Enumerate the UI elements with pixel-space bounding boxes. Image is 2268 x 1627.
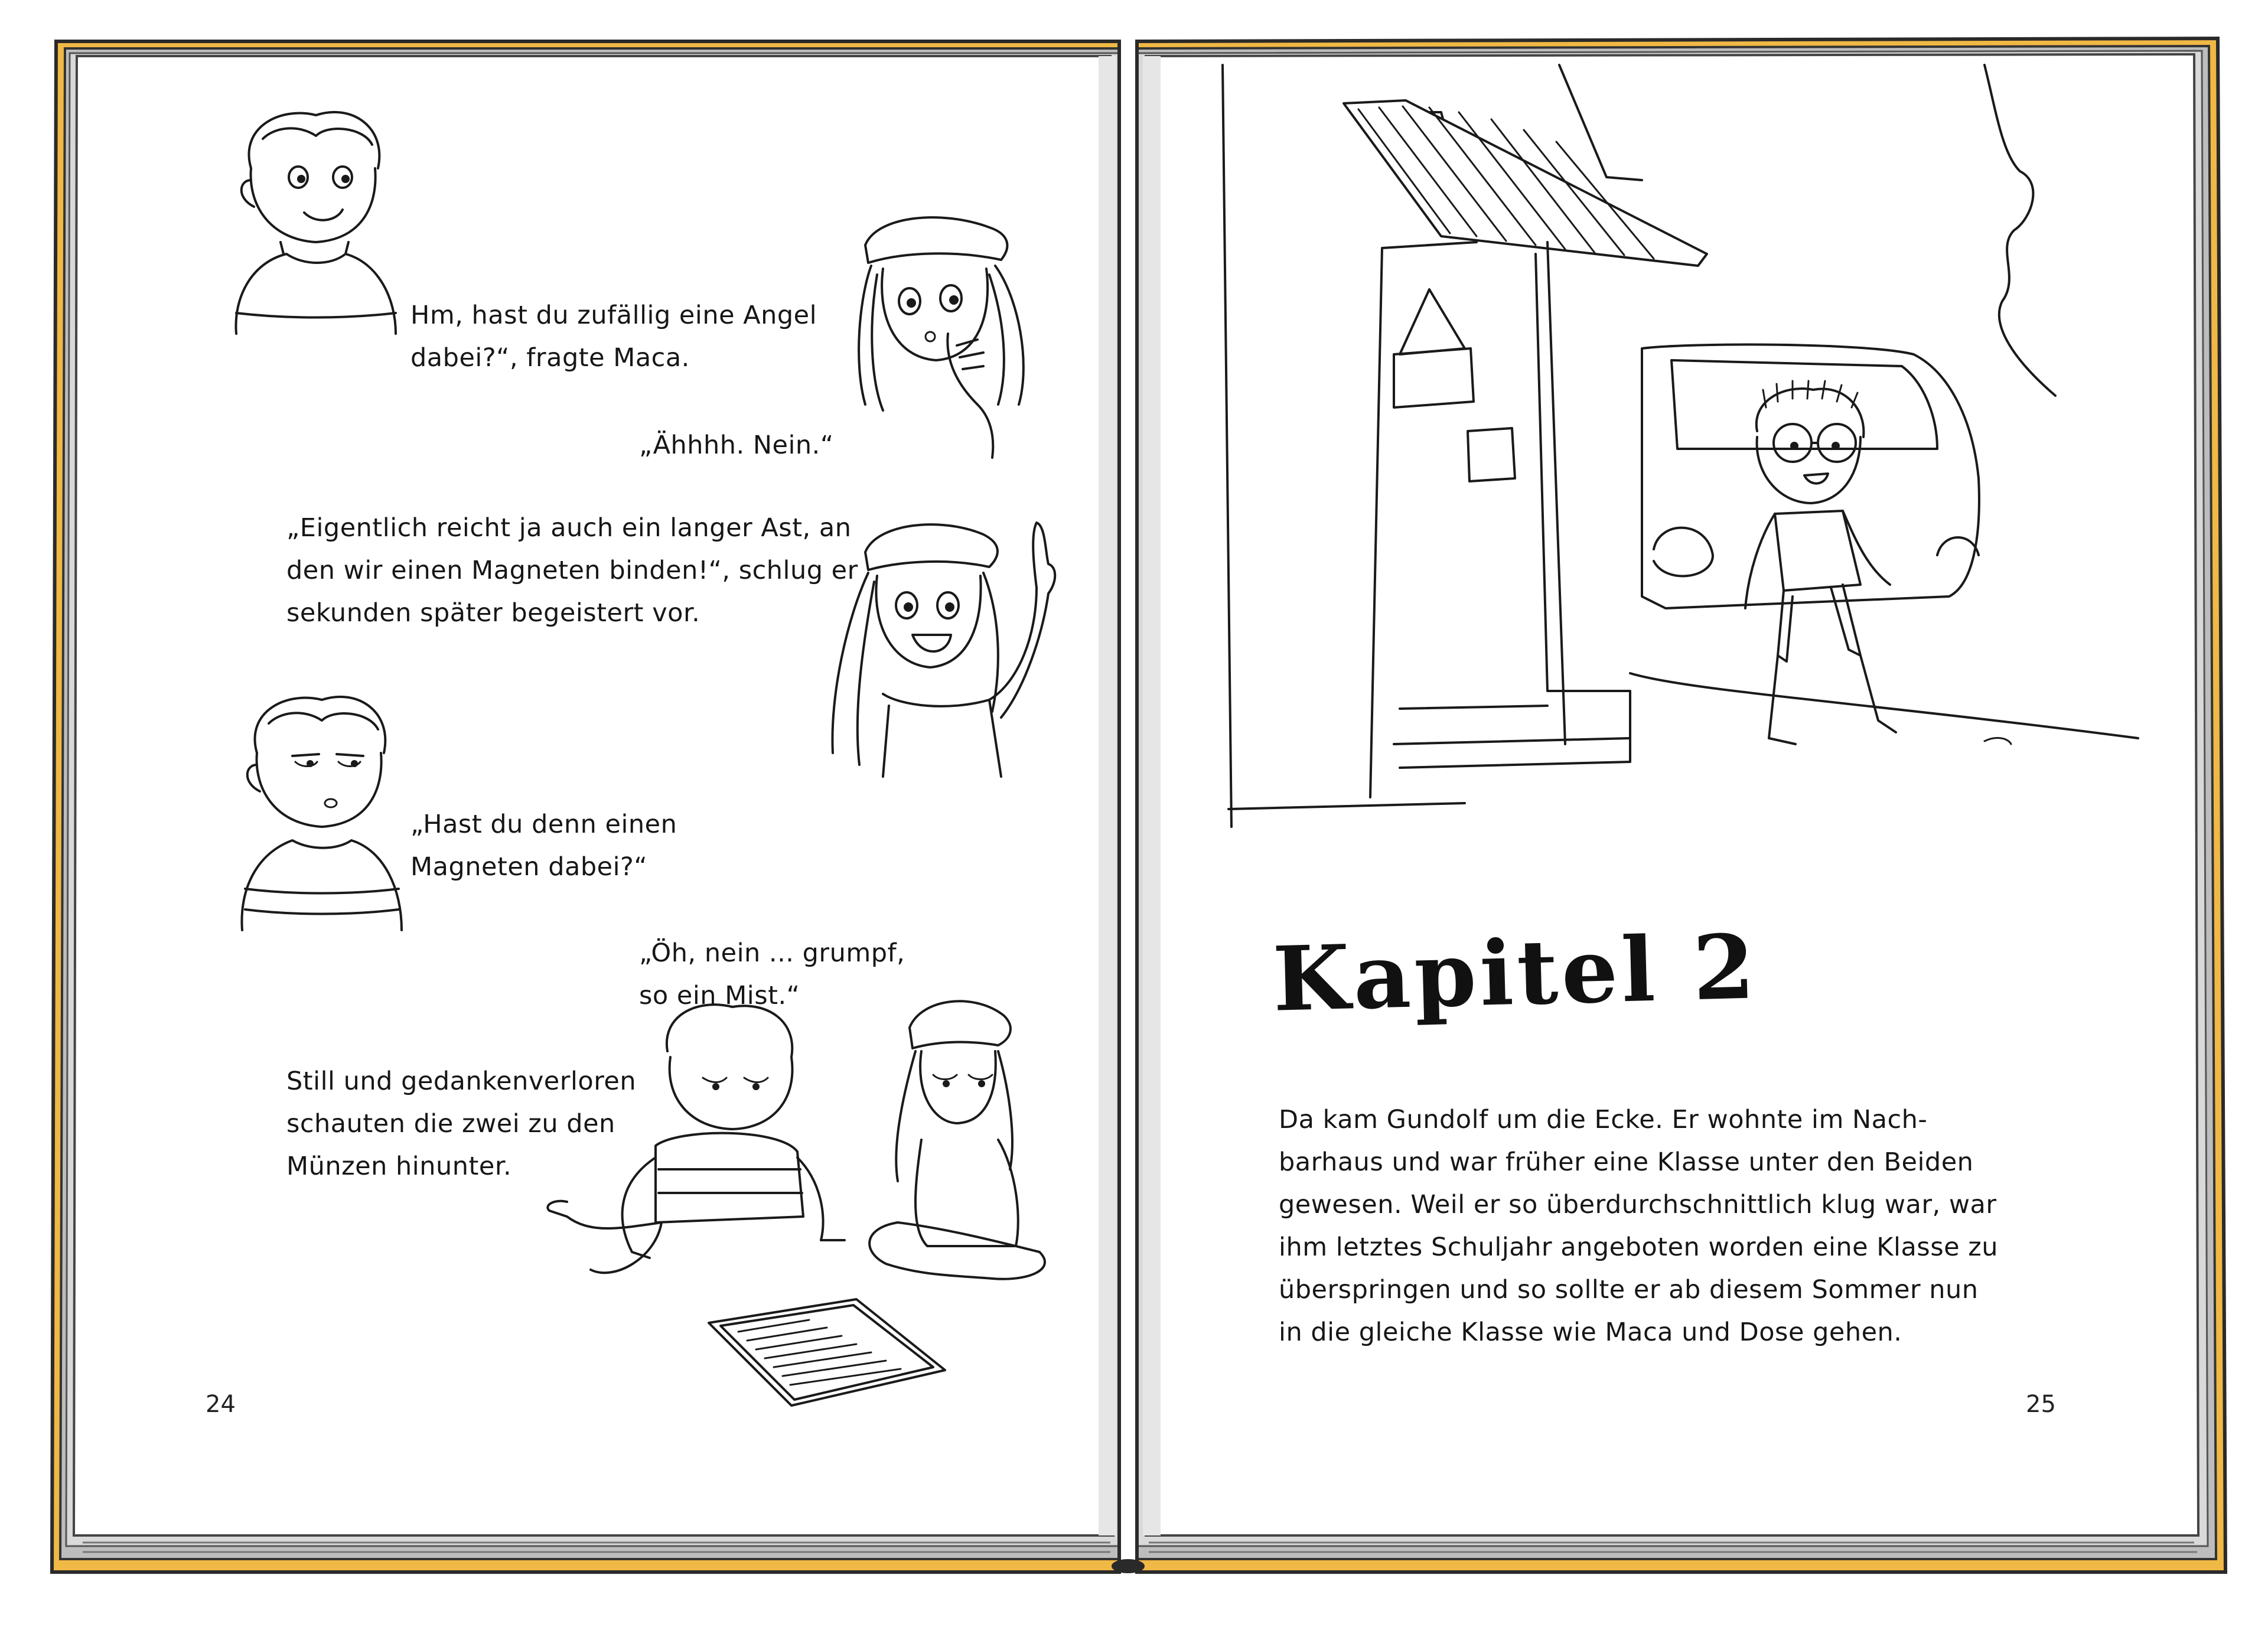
text-line: Still und gedankenverloren xyxy=(286,1067,637,1096)
paragraph-ast xyxy=(286,507,858,634)
text-line: so ein Mist.“ xyxy=(639,981,800,1010)
text-line: sekunden später begeistert vor. xyxy=(286,598,700,628)
text-line: gewesen. Weil er so überdurchschnittlich klug war, war xyxy=(1279,1190,1997,1220)
text-line: Magneten dabei?“ xyxy=(410,852,648,882)
boy-maca-skeptical-illustration xyxy=(233,688,410,936)
text-line: dabei?“, fragte Maca. xyxy=(410,343,690,373)
text-line: schauten die zwei zu den xyxy=(286,1109,615,1139)
chapter-body xyxy=(1279,1098,1998,1354)
chapter-title: Kapitel 2 xyxy=(1271,915,1759,1032)
paragraph-magneten xyxy=(410,803,677,888)
text-line: „Ähhhh. Nein.“ xyxy=(639,431,834,460)
text-line: barhaus und war früher eine Klasse unter den Beiden xyxy=(1279,1147,1974,1177)
children-at-drain-illustration xyxy=(543,992,1093,1417)
text-line: „Öh, nein ... grumpf, xyxy=(639,938,905,968)
page-number-right: 25 xyxy=(2026,1391,2056,1418)
text-line: ihm letztes Schuljahr angeboten worden eine Klasse zu xyxy=(1279,1233,1999,1262)
gundolf-walking-illustration xyxy=(1217,65,2174,845)
dialogue-nein xyxy=(639,424,834,467)
text-line: Münzen hinunter. xyxy=(286,1152,512,1181)
girl-dose-thinking-illustration xyxy=(842,210,1042,469)
text-line: Hm, hast du zufällig eine Angel xyxy=(410,301,817,330)
text-line: überspringen und so sollte er ab diesem Sommer nun xyxy=(1279,1275,1979,1305)
boy-maca-smiling-illustration xyxy=(227,103,405,340)
paragraph-angel xyxy=(410,294,817,379)
page-number-left: 24 xyxy=(206,1391,236,1418)
text-line: „Eigentlich reicht ja auch ein langer Ast, an xyxy=(286,513,852,543)
text-line: den wir einen Magneten binden!“, schlug er xyxy=(286,556,858,585)
text-line: „Hast du denn einen xyxy=(410,810,677,839)
text-line: in die gleiche Klasse wie Maca und Dose gehen. xyxy=(1279,1318,1902,1347)
girl-dose-pointing-up-illustration xyxy=(824,517,1084,788)
text-line: Da kam Gundolf um die Ecke. Er wohnte im Nach- xyxy=(1279,1105,1928,1134)
